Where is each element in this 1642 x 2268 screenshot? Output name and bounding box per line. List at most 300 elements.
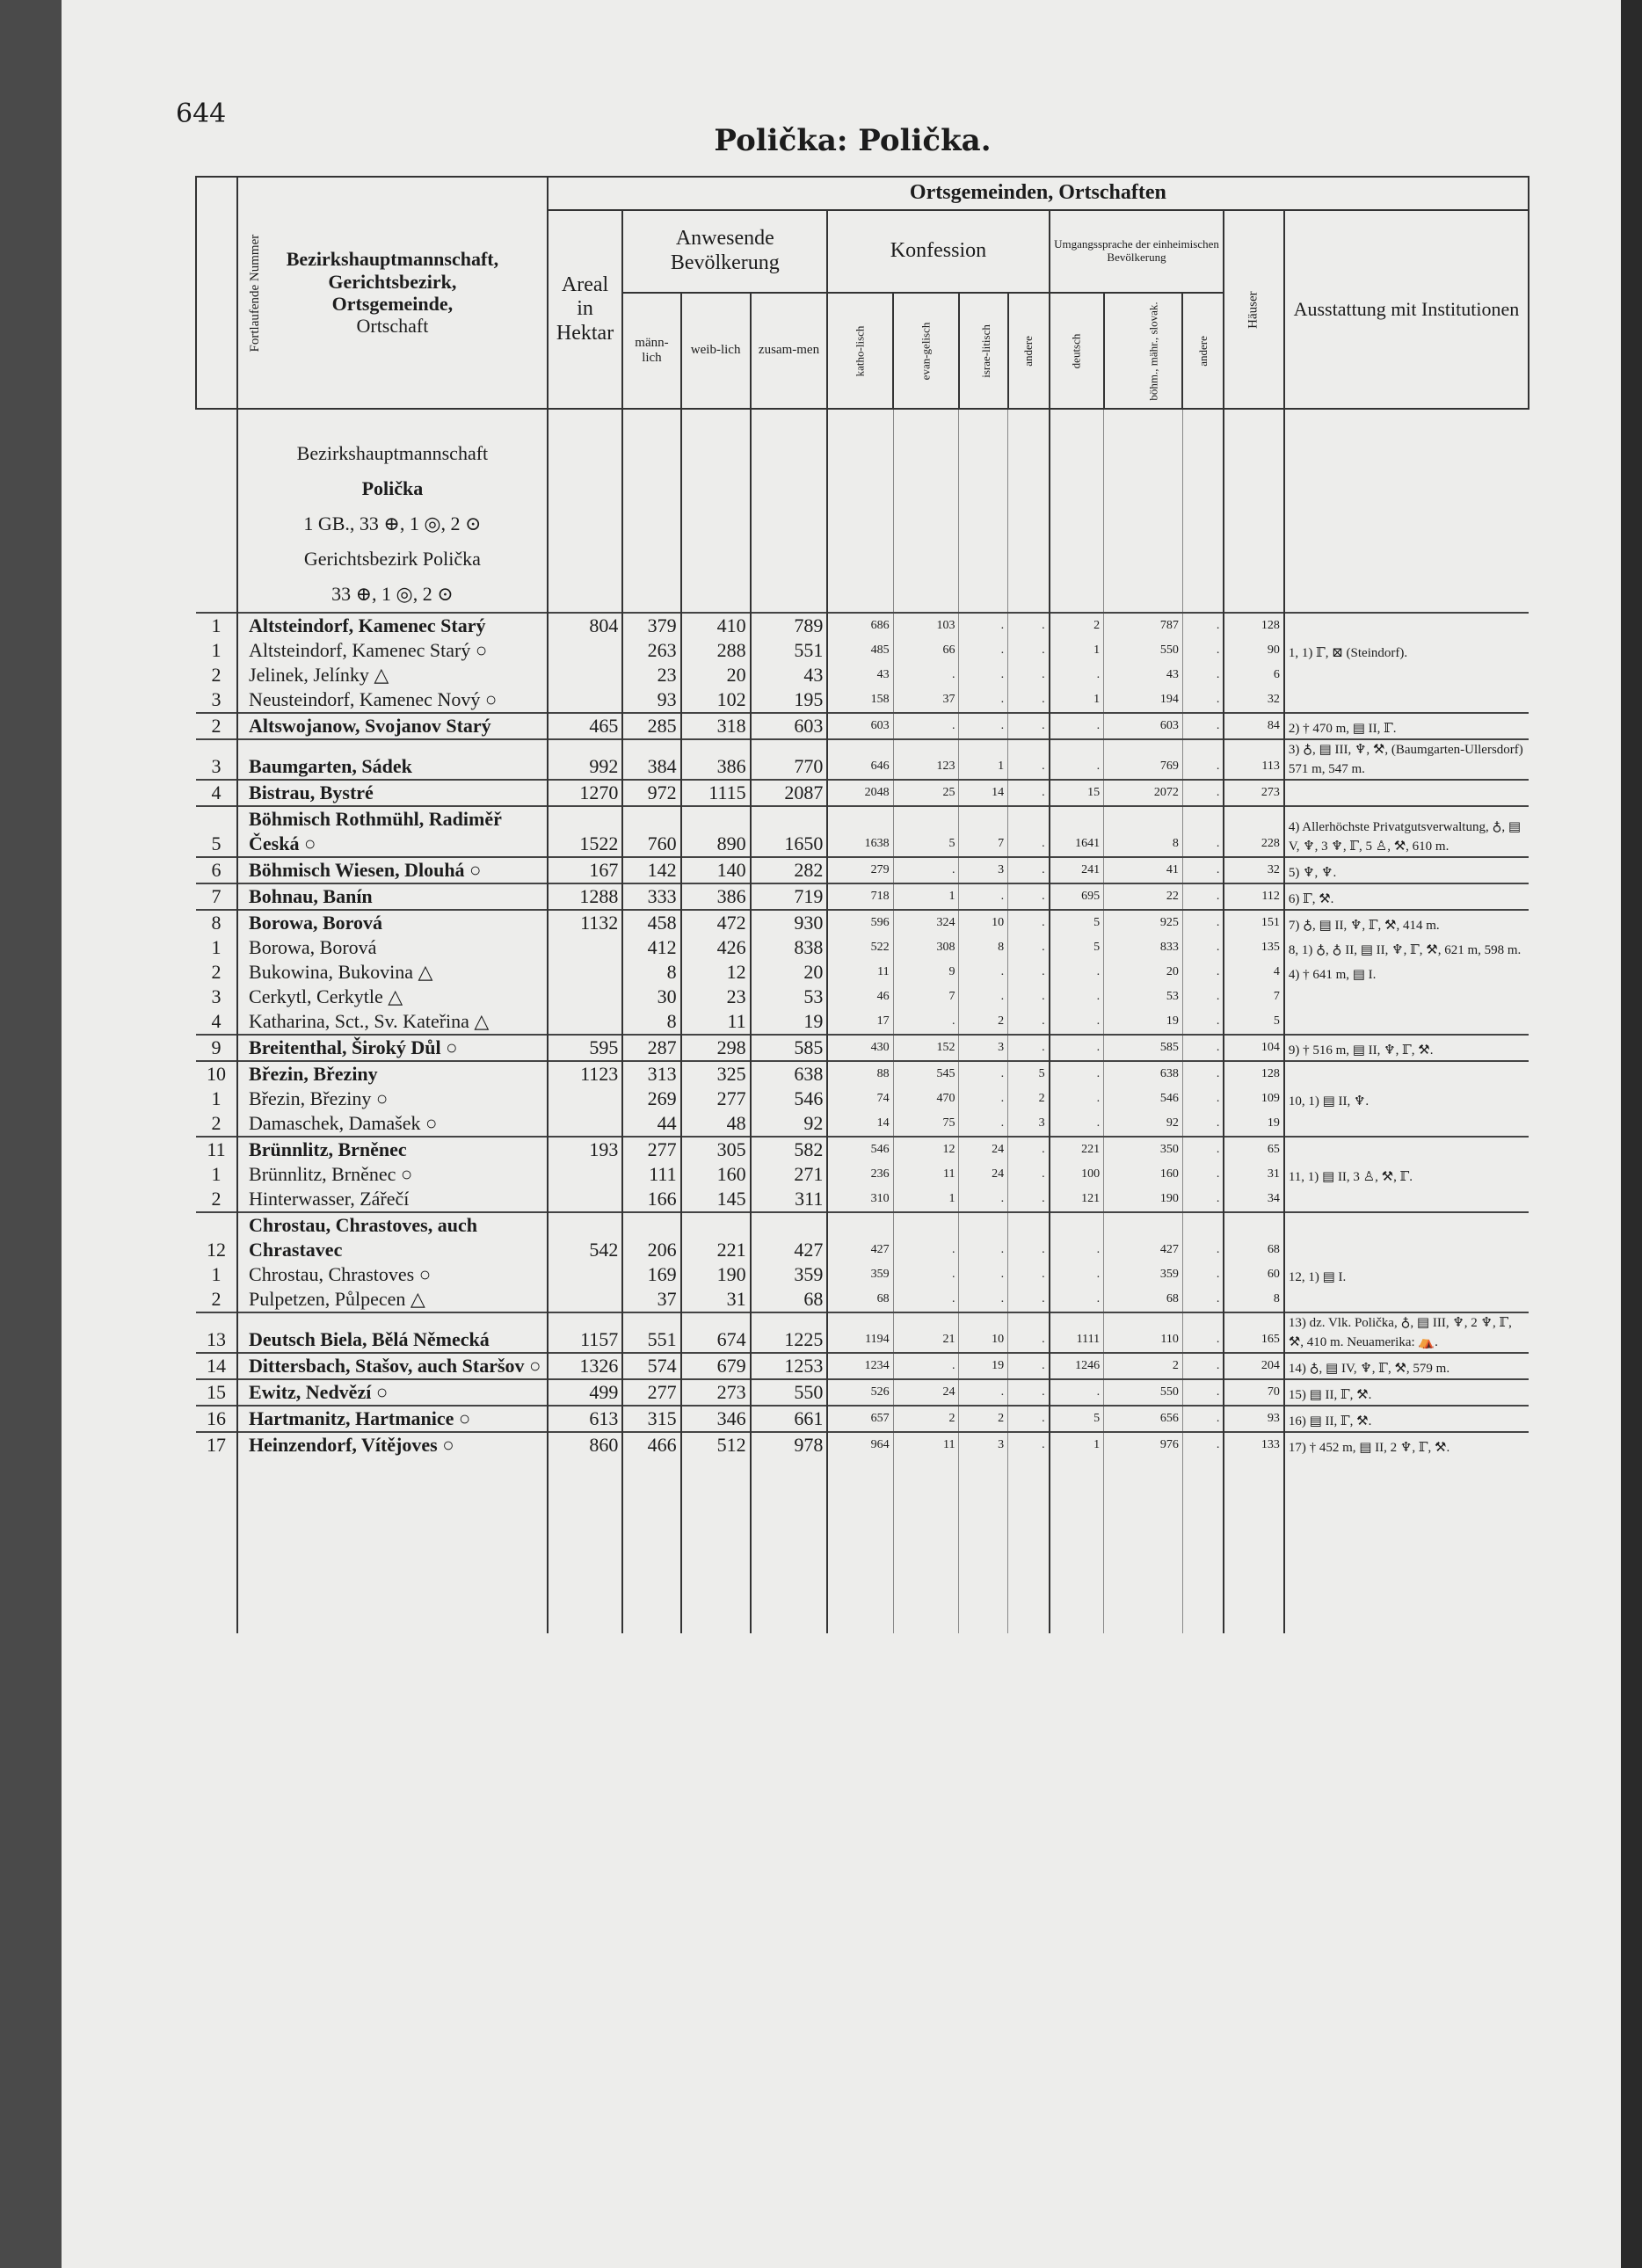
- zusammen-value: 978: [751, 1432, 828, 1457]
- row-number: 10: [196, 1061, 237, 1087]
- intro-bh-name: Polička: [361, 477, 424, 499]
- katholisch-value: 1234: [827, 1353, 893, 1379]
- zusammen-value: 550: [751, 1379, 828, 1406]
- intro-bh-summary: 1 GB., 33 ⊕, 1 ◎, 2 ⊙: [303, 512, 482, 534]
- evangelisch-value: 152: [893, 1035, 959, 1061]
- haeuser-value: 7: [1224, 985, 1283, 1009]
- scan-edge-right: [1621, 0, 1642, 2268]
- deutsch-value: .: [1050, 1379, 1104, 1406]
- ausstattung-value: [1284, 687, 1529, 713]
- maennlich-value: 169: [622, 1262, 680, 1287]
- deutsch-value: .: [1050, 1287, 1104, 1312]
- konf-andere-value: .: [1008, 985, 1050, 1009]
- row-number: 1: [196, 1162, 237, 1187]
- zusammen-value: 719: [751, 883, 828, 910]
- areal-value: [548, 1009, 623, 1035]
- place-name: Chrostau, Chrastoves, auch Chrastavec: [237, 1212, 548, 1262]
- ausstattung-value: 15) ▤ II, ℾ, ⚒.: [1284, 1379, 1529, 1406]
- israelitisch-value: .: [959, 1287, 1008, 1312]
- haeuser-value: 70: [1224, 1379, 1283, 1406]
- boehm-value: 53: [1104, 985, 1183, 1009]
- katholisch-value: 603: [827, 713, 893, 739]
- ausstattung-value: [1284, 1061, 1529, 1087]
- israelitisch-value: .: [959, 713, 1008, 739]
- deutsch-value: .: [1050, 1087, 1104, 1111]
- areal-value: 1157: [548, 1312, 623, 1353]
- filler-cell: [1050, 1457, 1104, 1633]
- col-deutsch-header: deutsch: [1050, 293, 1104, 409]
- row-number: 3: [196, 985, 237, 1009]
- deutsch-value: .: [1050, 739, 1104, 780]
- areal-value: 860: [548, 1432, 623, 1457]
- konf-andere-value: .: [1008, 1432, 1050, 1457]
- maennlich-value: 458: [622, 910, 680, 935]
- katholisch-value: 17: [827, 1009, 893, 1035]
- ausstattung-value: [1284, 1187, 1529, 1212]
- deutsch-value: 241: [1050, 857, 1104, 883]
- zusammen-value: 930: [751, 910, 828, 935]
- katholisch-value: 14: [827, 1111, 893, 1137]
- ausstattung-value: 8, 1) ♁, ♁ II, ▤ II, ♆, ℾ, ⚒, 621 m, 598 m.: [1288, 943, 1522, 957]
- katholisch-value: 964: [827, 1432, 893, 1457]
- evangelisch-value: 5: [893, 806, 959, 857]
- place-name: Neusteindorf, Kamenec Nový ○: [237, 687, 548, 713]
- row-number: 15: [196, 1379, 237, 1406]
- boehm-value: 833: [1104, 935, 1183, 960]
- row-number: 13: [196, 1312, 237, 1353]
- maennlich-value: 111: [622, 1162, 680, 1187]
- filler-cell: [827, 1457, 893, 1633]
- areal-value: [548, 935, 623, 960]
- boehm-value: 68: [1104, 1287, 1183, 1312]
- spr-andere-value: .: [1182, 1353, 1224, 1379]
- konf-andere-value: .: [1008, 935, 1050, 960]
- deutsch-value: 121: [1050, 1187, 1104, 1212]
- katholisch-value: 526: [827, 1379, 893, 1406]
- table-row: [196, 1379, 1529, 1406]
- haeuser-value: 19: [1224, 1111, 1283, 1137]
- konf-andere-value: .: [1008, 663, 1050, 687]
- israelitisch-value: 2: [959, 1406, 1008, 1432]
- table-row: [196, 806, 1529, 857]
- row-number: 3: [196, 687, 237, 713]
- boehm-value: 43: [1104, 663, 1183, 687]
- spr-andere-value: .: [1182, 1406, 1224, 1432]
- katholisch-value: 11: [827, 960, 893, 985]
- haeuser-value: 93: [1224, 1406, 1283, 1432]
- place-name: Altswojanow, Svojanov Starý: [237, 713, 548, 739]
- evangelisch-value: 11: [893, 1162, 959, 1187]
- ausstattung-value: 17) † 452 m, ▤ II, 2 ♆, ℾ, ⚒.: [1284, 1432, 1529, 1457]
- israelitisch-value: 8: [959, 935, 1008, 960]
- row-number: 1: [196, 613, 237, 638]
- areal-value: 1522: [548, 806, 623, 857]
- table-row: [196, 883, 1529, 910]
- spr-andere-value: .: [1182, 687, 1224, 713]
- weiblich-value: 890: [681, 806, 751, 857]
- evangelisch-value: 25: [893, 780, 959, 806]
- katholisch-value: 546: [827, 1137, 893, 1162]
- weiblich-value: 318: [681, 713, 751, 739]
- ausstattung-value: [1284, 663, 1529, 687]
- konf-andere-value: .: [1008, 687, 1050, 713]
- place-name: Cerkytl, Cerkytle △: [237, 985, 548, 1009]
- filler-cell: [1284, 1457, 1529, 1633]
- haeuser-value: 32: [1224, 687, 1283, 713]
- haeuser-value: 8: [1224, 1287, 1283, 1312]
- haeuser-value: 151: [1224, 910, 1283, 935]
- areal-value: [548, 1111, 623, 1137]
- deutsch-value: 100: [1050, 1162, 1104, 1187]
- col-spr-andere-header: andere: [1182, 293, 1224, 409]
- row-number: 7: [196, 883, 237, 910]
- konf-andere-value: .: [1008, 713, 1050, 739]
- deutsch-value: 5: [1050, 910, 1104, 935]
- table-row: [196, 1187, 1529, 1212]
- evangelisch-value: 103: [893, 613, 959, 638]
- israelitisch-value: .: [959, 1212, 1008, 1262]
- katholisch-value: 522: [827, 935, 893, 960]
- place-name: Brünnlitz, Brněnec: [237, 1137, 548, 1162]
- zusammen-value: 1253: [751, 1353, 828, 1379]
- maennlich-value: 277: [622, 1379, 680, 1406]
- evangelisch-value: 324: [893, 910, 959, 935]
- col-zusammen-header: zusam-men: [751, 293, 828, 409]
- place-name: Chrostau, Chrastoves ○: [237, 1262, 548, 1287]
- konf-andere-value: 5: [1008, 1061, 1050, 1087]
- evangelisch-value: 75: [893, 1111, 959, 1137]
- spr-andere-value: .: [1182, 1312, 1224, 1353]
- table-row: [196, 1262, 1529, 1287]
- haeuser-value: 204: [1224, 1353, 1283, 1379]
- weiblich-value: 1115: [681, 780, 751, 806]
- boehm-value: 41: [1104, 857, 1183, 883]
- evangelisch-value: 37: [893, 687, 959, 713]
- boehm-value: 359: [1104, 1262, 1183, 1287]
- israelitisch-value: .: [959, 687, 1008, 713]
- katholisch-value: 596: [827, 910, 893, 935]
- spr-andere-value: .: [1182, 1432, 1224, 1457]
- weiblich-value: 298: [681, 1035, 751, 1061]
- table-row: [196, 1087, 1529, 1111]
- maennlich-value: 263: [622, 638, 680, 663]
- bevoelkerung-header: Anwesende Bevölkerung: [622, 210, 827, 293]
- maennlich-value: 30: [622, 985, 680, 1009]
- table-row: [196, 1061, 1529, 1087]
- areal-value: [548, 638, 623, 663]
- evangelisch-value: 21: [893, 1312, 959, 1353]
- deutsch-value: .: [1050, 663, 1104, 687]
- boehm-value: 603: [1104, 713, 1183, 739]
- boehm-value: 585: [1104, 1035, 1183, 1061]
- areal-value: 613: [548, 1406, 623, 1432]
- boehm-value: 160: [1104, 1162, 1183, 1187]
- table-row: [196, 1432, 1529, 1457]
- table-row: [196, 1353, 1529, 1379]
- col-boehm-header: böhm., mähr., slovak.: [1104, 293, 1183, 409]
- place-name: Heinzendorf, Vítějoves ○: [237, 1432, 548, 1457]
- weiblich-value: 277: [681, 1087, 751, 1111]
- haeuser-value: 4: [1224, 960, 1283, 985]
- konf-andere-value: .: [1008, 857, 1050, 883]
- konf-andere-value: .: [1008, 638, 1050, 663]
- weiblich-value: 386: [681, 739, 751, 780]
- col-maennlich-header: männ-lich: [622, 293, 680, 409]
- col-evangelisch-header: evan-gelisch: [893, 293, 959, 409]
- col-name-header: Bezirkshauptmannschaft, Gerichtsbezirk, Ortsgemeinde, Ortschaft: [237, 177, 548, 409]
- deutsch-value: .: [1050, 1262, 1104, 1287]
- place-name: Altsteindorf, Kamenec Starý ○: [237, 638, 548, 663]
- zusammen-value: 838: [751, 935, 828, 960]
- page-number: 644: [176, 98, 227, 129]
- evangelisch-value: 1: [893, 883, 959, 910]
- konf-andere-value: 3: [1008, 1111, 1050, 1137]
- israelitisch-value: .: [959, 663, 1008, 687]
- deutsch-value: .: [1050, 1111, 1104, 1137]
- israelitisch-value: 1: [959, 739, 1008, 780]
- zusammen-value: 2087: [751, 780, 828, 806]
- table-row: [196, 857, 1529, 883]
- deutsch-value: .: [1050, 985, 1104, 1009]
- weiblich-value: 325: [681, 1061, 751, 1087]
- haeuser-value: 5: [1224, 1009, 1283, 1035]
- israelitisch-value: .: [959, 883, 1008, 910]
- spr-andere-value: .: [1182, 1287, 1224, 1312]
- maennlich-value: 315: [622, 1406, 680, 1432]
- place-name: Böhmisch Wiesen, Dlouhá ○: [237, 857, 548, 883]
- haeuser-value: 104: [1224, 1035, 1283, 1061]
- konf-andere-value: .: [1008, 1035, 1050, 1061]
- evangelisch-value: 2: [893, 1406, 959, 1432]
- filler-cell: [196, 1457, 237, 1633]
- table-row: [196, 960, 1529, 985]
- zusammen-value: 43: [751, 663, 828, 687]
- areal-value: [548, 663, 623, 687]
- deutsch-value: .: [1050, 1061, 1104, 1087]
- page-title: Polička: Polička.: [714, 123, 992, 158]
- boehm-value: 2: [1104, 1353, 1183, 1379]
- areal-value: 1132: [548, 910, 623, 935]
- deutsch-value: 1: [1050, 638, 1104, 663]
- weiblich-value: 20: [681, 663, 751, 687]
- deutsch-value: 1641: [1050, 806, 1104, 857]
- evangelisch-value: 470: [893, 1087, 959, 1111]
- israelitisch-value: .: [959, 1379, 1008, 1406]
- israelitisch-value: .: [959, 1111, 1008, 1137]
- areal-value: 1123: [548, 1061, 623, 1087]
- konf-andere-value: .: [1008, 1212, 1050, 1262]
- israelitisch-value: .: [959, 1087, 1008, 1111]
- maennlich-value: 379: [622, 613, 680, 638]
- ausstattung-value: [1284, 1009, 1529, 1035]
- place-name: Altsteindorf, Kamenec Starý: [237, 613, 548, 638]
- zusammen-value: 427: [751, 1212, 828, 1262]
- haeuser-value: 133: [1224, 1432, 1283, 1457]
- haeuser-value: 113: [1224, 739, 1283, 780]
- haeuser-value: 109: [1224, 1087, 1283, 1111]
- areal-value: [548, 1262, 623, 1287]
- haeuser-value: 165: [1224, 1312, 1283, 1353]
- spr-andere-value: .: [1182, 806, 1224, 857]
- zusammen-value: 638: [751, 1061, 828, 1087]
- boehm-value: 2072: [1104, 780, 1183, 806]
- konfession-header: Konfession: [827, 210, 1049, 293]
- haeuser-value: 135: [1224, 935, 1283, 960]
- zusammen-value: 359: [751, 1262, 828, 1287]
- row-number: 8: [196, 910, 237, 935]
- ausstattung-value: 10, 1) ▤ II, ♆.: [1288, 1094, 1370, 1109]
- ausstattung-value: 1, 1) ℾ, ⊠ (Steindorf).: [1288, 646, 1408, 660]
- col-ausstattung-header: Ausstattung mit Institutionen: [1284, 210, 1529, 409]
- col-weiblich-header: weib-lich: [681, 293, 751, 409]
- table-row: [196, 1111, 1529, 1137]
- evangelisch-value: .: [893, 1353, 959, 1379]
- haeuser-value: 228: [1224, 806, 1283, 857]
- israelitisch-value: .: [959, 960, 1008, 985]
- spr-andere-value: .: [1182, 613, 1224, 638]
- maennlich-value: 760: [622, 806, 680, 857]
- konf-andere-value: .: [1008, 1187, 1050, 1212]
- zusammen-value: 770: [751, 739, 828, 780]
- katholisch-value: 646: [827, 739, 893, 780]
- areal-value: 193: [548, 1137, 623, 1162]
- zusammen-value: 19: [751, 1009, 828, 1035]
- boehm-value: 638: [1104, 1061, 1183, 1087]
- intro-gb-summary: 33 ⊕, 1 ◎, 2 ⊙: [331, 583, 454, 605]
- filler-cell: [1008, 1457, 1050, 1633]
- place-name: Březin, Březiny: [237, 1061, 548, 1087]
- census-table: [195, 176, 1529, 1633]
- boehm-value: 194: [1104, 687, 1183, 713]
- row-number: 3: [196, 739, 237, 780]
- katholisch-value: 279: [827, 857, 893, 883]
- boehm-value: 20: [1104, 960, 1183, 985]
- table-row: [196, 1212, 1529, 1262]
- katholisch-value: 359: [827, 1262, 893, 1287]
- israelitisch-value: .: [959, 613, 1008, 638]
- place-name: Brünnlitz, Brněnec ○: [237, 1162, 548, 1187]
- evangelisch-value: 12: [893, 1137, 959, 1162]
- weiblich-value: 346: [681, 1406, 751, 1432]
- boehm-value: 22: [1104, 883, 1183, 910]
- boehm-value: 925: [1104, 910, 1183, 935]
- boehm-value: 550: [1104, 638, 1183, 663]
- zusammen-value: 789: [751, 613, 828, 638]
- areal-value: [548, 1087, 623, 1111]
- zusammen-value: 195: [751, 687, 828, 713]
- deutsch-value: 1246: [1050, 1353, 1104, 1379]
- konf-andere-value: .: [1008, 1009, 1050, 1035]
- place-name: Borowa, Borová: [237, 935, 548, 960]
- konf-andere-value: .: [1008, 1353, 1050, 1379]
- boehm-value: 8: [1104, 806, 1183, 857]
- katholisch-value: 158: [827, 687, 893, 713]
- place-name: Damaschek, Damašek ○: [237, 1111, 548, 1137]
- katholisch-value: 430: [827, 1035, 893, 1061]
- konf-andere-value: .: [1008, 1162, 1050, 1187]
- spr-andere-value: .: [1182, 985, 1224, 1009]
- row-number: 1: [196, 1087, 237, 1111]
- place-name: Bohnau, Banín: [237, 883, 548, 910]
- row-number: 17: [196, 1432, 237, 1457]
- maennlich-value: 142: [622, 857, 680, 883]
- weiblich-value: 472: [681, 910, 751, 935]
- table-row: [196, 985, 1529, 1009]
- zusammen-value: 1650: [751, 806, 828, 857]
- row-number: 2: [196, 663, 237, 687]
- deutsch-value: .: [1050, 960, 1104, 985]
- filler-cell: [237, 1457, 548, 1633]
- place-name: Hinterwasser, Zářečí: [237, 1187, 548, 1212]
- zusammen-value: 92: [751, 1111, 828, 1137]
- boehm-value: 19: [1104, 1009, 1183, 1035]
- haeuser-value: 34: [1224, 1187, 1283, 1212]
- intro-block: [237, 409, 548, 613]
- evangelisch-value: 123: [893, 739, 959, 780]
- ausstattung-value: [1284, 1212, 1529, 1262]
- haeuser-value: 68: [1224, 1212, 1283, 1262]
- areal-value: 542: [548, 1212, 623, 1262]
- konf-andere-value: .: [1008, 780, 1050, 806]
- evangelisch-value: 1: [893, 1187, 959, 1212]
- konf-andere-value: .: [1008, 1379, 1050, 1406]
- deutsch-value: 221: [1050, 1137, 1104, 1162]
- haeuser-value: 128: [1224, 613, 1283, 638]
- konf-andere-value: .: [1008, 1137, 1050, 1162]
- row-number: 2: [196, 713, 237, 739]
- maennlich-value: 8: [622, 960, 680, 985]
- israelitisch-value: 3: [959, 1035, 1008, 1061]
- israelitisch-value: 19: [959, 1353, 1008, 1379]
- spr-andere-value: .: [1182, 857, 1224, 883]
- spr-andere-value: .: [1182, 1262, 1224, 1287]
- israelitisch-value: 10: [959, 1312, 1008, 1353]
- spr-andere-value: .: [1182, 739, 1224, 780]
- konf-andere-value: .: [1008, 1406, 1050, 1432]
- filler-cell: [751, 1457, 828, 1633]
- maennlich-value: 269: [622, 1087, 680, 1111]
- katholisch-value: 236: [827, 1162, 893, 1187]
- areal-value: [548, 687, 623, 713]
- maennlich-value: 277: [622, 1137, 680, 1162]
- katholisch-value: 485: [827, 638, 893, 663]
- maennlich-value: 23: [622, 663, 680, 687]
- weiblich-value: 145: [681, 1187, 751, 1212]
- ausstattung-value: [1284, 1287, 1529, 1312]
- spr-andere-value: .: [1182, 960, 1224, 985]
- scan-edge-left: [0, 0, 62, 2268]
- row-number: 6: [196, 857, 237, 883]
- place-name: Bistrau, Bystré: [237, 780, 548, 806]
- zusammen-value: 546: [751, 1087, 828, 1111]
- maennlich-value: 166: [622, 1187, 680, 1212]
- katholisch-value: 686: [827, 613, 893, 638]
- haeuser-value: 6: [1224, 663, 1283, 687]
- col-israelitisch-header: israe-litisch: [959, 293, 1008, 409]
- maennlich-value: 285: [622, 713, 680, 739]
- ausstattung-value: [1284, 1111, 1529, 1137]
- deutsch-value: 5: [1050, 935, 1104, 960]
- ortsgemeinden-header: Ortsgemeinden, Ortschaften: [548, 177, 1529, 210]
- evangelisch-value: 66: [893, 638, 959, 663]
- haeuser-value: 84: [1224, 713, 1283, 739]
- table-row: [196, 1009, 1529, 1035]
- spr-andere-value: .: [1182, 935, 1224, 960]
- ausstattung-value: [1284, 613, 1529, 638]
- katholisch-value: 46: [827, 985, 893, 1009]
- place-name: Böhmisch Rothmühl, Radiměř Česká ○: [237, 806, 548, 857]
- evangelisch-value: 308: [893, 935, 959, 960]
